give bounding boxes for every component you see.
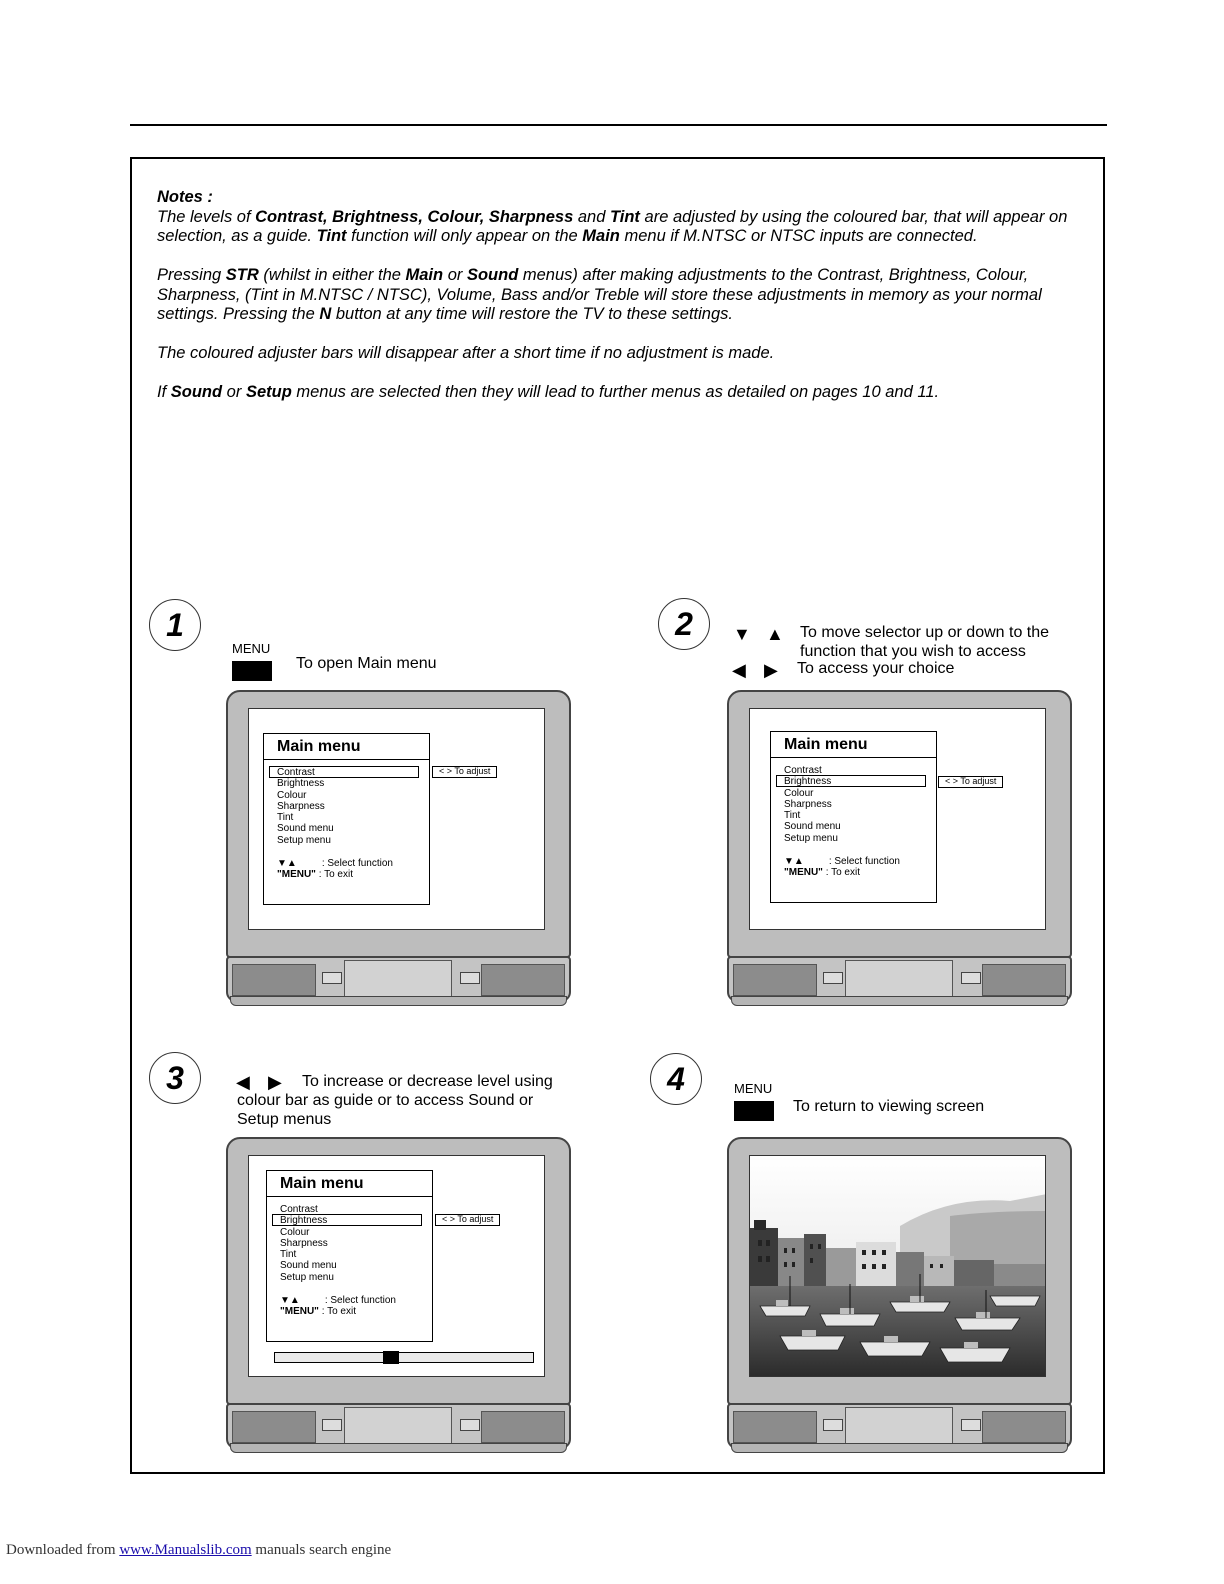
notes-heading: Notes : bbox=[157, 188, 213, 206]
menu-item-tint: Tint bbox=[280, 1249, 297, 1261]
up-arrow-icon: ▲ bbox=[766, 624, 784, 644]
step-1-text: To open Main menu bbox=[296, 655, 437, 672]
menu-item-colour: Colour bbox=[277, 789, 307, 801]
step-1-number: 1 bbox=[149, 599, 201, 651]
menu-items bbox=[784, 765, 841, 844]
menu-items bbox=[280, 1204, 337, 1283]
menu-item-contrast: Contrast bbox=[277, 767, 315, 778]
step-2-line-3: To access your choice bbox=[797, 660, 955, 677]
menu-item-tint: Tint bbox=[784, 810, 801, 822]
step-1-key-label: MENU bbox=[232, 641, 271, 656]
menu-item-contrast: Contrast bbox=[280, 1204, 318, 1215]
menu-item-tint: Tint bbox=[277, 812, 294, 824]
right-arrow-icon: ▶ bbox=[764, 660, 778, 680]
tv-illustration-1 bbox=[226, 690, 571, 1008]
tv-screen bbox=[749, 708, 1046, 930]
menu-key-icon bbox=[232, 661, 272, 681]
menu-footer: ▼▲ : Select function "MENU" : To exit bbox=[277, 858, 393, 880]
menu-key-icon bbox=[734, 1101, 774, 1121]
harbour-photo bbox=[750, 1156, 1046, 1377]
note-paragraph-3: The coloured adjuster bars will disappear after a short time if no adjustment is made. bbox=[157, 344, 775, 362]
menu-item-setup-menu: Setup menu bbox=[277, 834, 331, 846]
step-3-line-3: Setup menus bbox=[237, 1111, 332, 1128]
step-2-line-2: function that you wish to access bbox=[800, 643, 1026, 660]
menu-item-sharpness: Sharpness bbox=[277, 800, 325, 812]
tv-illustration-3 bbox=[226, 1137, 571, 1455]
adjust-bar-knob[interactable] bbox=[383, 1351, 399, 1364]
step-4-number: 4 bbox=[650, 1053, 702, 1105]
note-paragraph-2: Pressing STR (whilst in either the Main or Sound menus) after making adjustments to the Contrast, Brightness, Colour, Sharpness, (Tint in M.NTSC / NTSC), Volume, Bass and/or Treble will store these adjustments in memory as your normal settings. Pressing the N button at any time will restore the TV to these settings. bbox=[157, 266, 1042, 323]
tv-illustration-2 bbox=[727, 690, 1072, 1008]
menu-title: Main menu bbox=[771, 732, 936, 758]
notes-section bbox=[157, 188, 1107, 403]
menu-item-setup-menu: Setup menu bbox=[784, 832, 838, 844]
down-arrow-icon: ▼ bbox=[733, 624, 751, 644]
step-3-number: 3 bbox=[149, 1052, 201, 1104]
right-arrow-icon: ▶ bbox=[268, 1072, 282, 1092]
menu-item-brightness: Brightness bbox=[784, 776, 832, 788]
step-3-line-2: colour bar as guide or to access Sound or bbox=[237, 1092, 534, 1109]
main-menu-box bbox=[263, 733, 430, 905]
tv-screen-harbour-picture bbox=[749, 1155, 1046, 1377]
menu-title: Main menu bbox=[267, 1171, 432, 1197]
top-rule bbox=[130, 124, 1107, 126]
tv-illustration-4 bbox=[727, 1137, 1072, 1455]
step-2-line-1: To move selector up or down to the bbox=[800, 624, 1050, 641]
menu-items bbox=[277, 767, 334, 846]
left-arrow-icon: ◀ bbox=[732, 660, 746, 680]
note-paragraph-4: If Sound or Setup menus are selected then they will lead to further menus as detailed on pages 10 and 11. bbox=[157, 383, 940, 401]
menu-title: Main menu bbox=[264, 734, 429, 760]
adjust-tip: < > To adjust bbox=[435, 1214, 500, 1226]
menu-item-brightness: Brightness bbox=[277, 778, 325, 790]
tv-screen bbox=[248, 1155, 545, 1377]
manualslib-link[interactable]: www.Manualslib.com bbox=[119, 1542, 252, 1558]
menu-item-sharpness: Sharpness bbox=[280, 1237, 328, 1249]
menu-item-colour: Colour bbox=[280, 1226, 310, 1238]
main-menu-box bbox=[266, 1170, 433, 1342]
note-paragraph-1: The levels of Contrast, Brightness, Colour, Sharpness and Tint are adjusted by using the coloured bar, that will appear on selection, as a guide. Tint function will only appear on the Main menu if M.NTSC or NTSC inputs are connected. bbox=[157, 207, 1068, 245]
menu-item-setup-menu: Setup menu bbox=[280, 1271, 334, 1283]
menu-footer: ▼▲ : Select function "MENU" : To exit bbox=[784, 856, 900, 878]
menu-item-colour: Colour bbox=[784, 787, 814, 799]
step-2-number: 2 bbox=[658, 598, 710, 650]
menu-item-sound-menu: Sound menu bbox=[280, 1260, 337, 1272]
up-down-arrows-icon: ▼▲ bbox=[784, 856, 804, 867]
menu-item-contrast: Contrast bbox=[784, 765, 822, 776]
up-down-arrows-icon: ▼▲ bbox=[277, 858, 297, 869]
step-3-line-1: To increase or decrease level using bbox=[302, 1073, 553, 1090]
step-4-text: To return to viewing screen bbox=[793, 1098, 985, 1115]
menu-footer: ▼▲ : Select function "MENU" : To exit bbox=[280, 1295, 396, 1317]
step-4-key-label: MENU bbox=[734, 1081, 773, 1096]
menu-item-sound-menu: Sound menu bbox=[277, 823, 334, 835]
adjust-tip: < > To adjust bbox=[938, 776, 1003, 788]
menu-item-sharpness: Sharpness bbox=[784, 798, 832, 810]
menu-item-brightness: Brightness bbox=[280, 1215, 328, 1227]
adjust-tip: < > To adjust bbox=[432, 766, 497, 778]
main-menu-box bbox=[770, 731, 937, 903]
up-down-arrows-icon: ▼▲ bbox=[280, 1295, 300, 1306]
colour-adjust-bar[interactable] bbox=[274, 1352, 534, 1363]
tv-screen bbox=[248, 708, 545, 930]
menu-item-sound-menu: Sound menu bbox=[784, 821, 841, 833]
left-arrow-icon: ◀ bbox=[236, 1072, 250, 1092]
footer: Downloaded from www.Manualslib.com manuals search engine bbox=[6, 1542, 392, 1558]
